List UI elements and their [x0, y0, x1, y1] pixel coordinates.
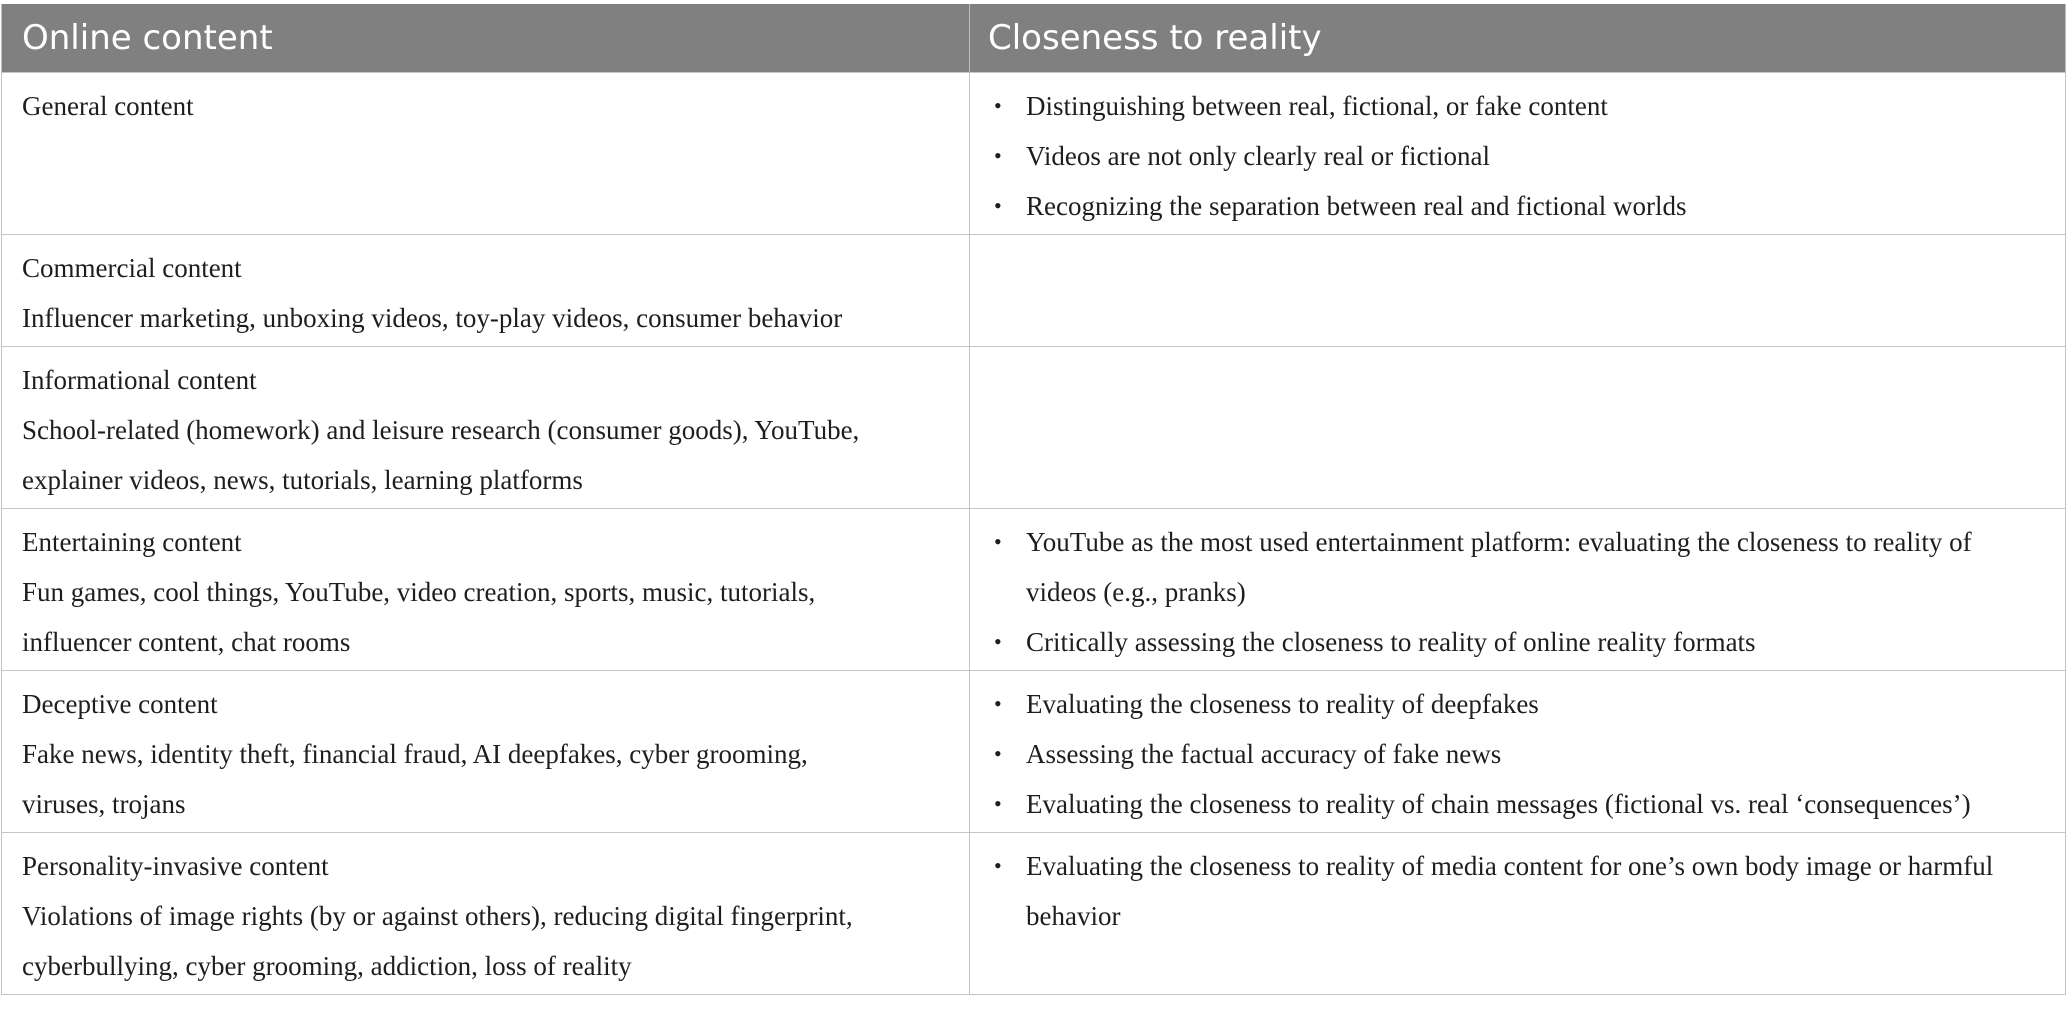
category-title: Deceptive content — [22, 688, 218, 719]
category-details: cyberbullying, cyber grooming, addiction, loss of reality — [22, 950, 632, 981]
bullet-icon: • — [994, 142, 1002, 168]
category-details: influencer content, chat rooms — [22, 626, 351, 657]
bullet-item: • Videos are not only clearly real or fictional — [992, 131, 2047, 181]
category-details: School-related (homework) and leisure research (consumer goods), YouTube, — [22, 414, 860, 445]
cell-closeness-to-reality — [970, 670, 2066, 832]
bullet-list — [992, 81, 2047, 231]
category-details: explainer videos, news, tutorials, learning platforms — [22, 464, 583, 495]
cell-online-content — [2, 508, 970, 670]
category-details: Violations of image rights (by or against others), reducing digital fingerprint, — [22, 900, 853, 931]
bullet-icon: • — [994, 192, 1002, 218]
category-title: Informational content — [22, 364, 257, 395]
content-table — [1, 4, 2066, 995]
bullet-icon: • — [994, 852, 1002, 878]
bullet-item: • Recognizing the separation between real and fictional worlds — [992, 181, 2047, 231]
category-title: Personality-invasive content — [22, 850, 329, 881]
bullet-icon: • — [994, 690, 1002, 716]
bullet-icon: • — [994, 740, 1002, 766]
bullet-item: • Evaluating the closeness to reality of chain messages (fictional vs. real ‘consequences’) — [992, 779, 2047, 829]
bullet-item: • Evaluating the closeness to reality of deepfakes — [992, 679, 2047, 729]
cell-online-content — [2, 234, 970, 346]
bullet-item: • Evaluating the closeness to reality of media content for one’s own body image or harmful behavior — [992, 841, 2047, 941]
bullet-item: • YouTube as the most used entertainment platform: evaluating the closeness to reality of videos (e.g., pranks) — [992, 517, 2047, 617]
table-header — [2, 4, 2066, 72]
header-closeness-to-reality: Closeness to reality — [970, 4, 2066, 72]
bullet-icon: • — [994, 528, 1002, 554]
table-row-entertaining-content — [2, 508, 2066, 670]
bullet-list — [992, 841, 2047, 941]
table-row-commercial-content — [2, 234, 2066, 346]
header-row — [2, 4, 2066, 72]
cell-online-content — [2, 670, 970, 832]
bullet-list — [992, 679, 2047, 829]
bullet-icon: • — [994, 790, 1002, 816]
category-title: General content — [22, 90, 194, 121]
cell-closeness-to-reality — [970, 234, 2066, 346]
category-details: viruses, trojans — [22, 788, 186, 819]
bullet-item: • Distinguishing between real, fictional, or fake content — [992, 81, 2047, 131]
bullet-item: • Assessing the factual accuracy of fake news — [992, 729, 2047, 779]
header-online-content: Online content — [2, 4, 970, 72]
category-details: Fake news, identity theft, financial fraud, AI deepfakes, cyber grooming, — [22, 738, 808, 769]
category-details: Influencer marketing, unboxing videos, toy-play videos, consumer behavior — [22, 302, 843, 333]
cell-closeness-to-reality — [970, 72, 2066, 234]
category-title: Commercial content — [22, 252, 242, 283]
table-row-deceptive-content — [2, 670, 2066, 832]
category-details: Fun games, cool things, YouTube, video creation, sports, music, tutorials, — [22, 576, 816, 607]
table-row-informational-content — [2, 346, 2066, 508]
bullet-icon: • — [994, 628, 1002, 654]
bullet-list — [992, 517, 2047, 667]
cell-online-content — [2, 346, 970, 508]
cell-online-content — [2, 72, 970, 234]
table-body — [2, 72, 2066, 994]
category-title: Entertaining content — [22, 526, 242, 557]
bullet-item: • Critically assessing the closeness to reality of online reality formats — [992, 617, 2047, 667]
cell-closeness-to-reality — [970, 508, 2066, 670]
table-row-personality-invasive-content — [2, 832, 2066, 994]
cell-online-content — [2, 832, 970, 994]
cell-closeness-to-reality — [970, 346, 2066, 508]
bullet-icon: • — [994, 92, 1002, 118]
table-row-general-content — [2, 72, 2066, 234]
cell-closeness-to-reality — [970, 832, 2066, 994]
